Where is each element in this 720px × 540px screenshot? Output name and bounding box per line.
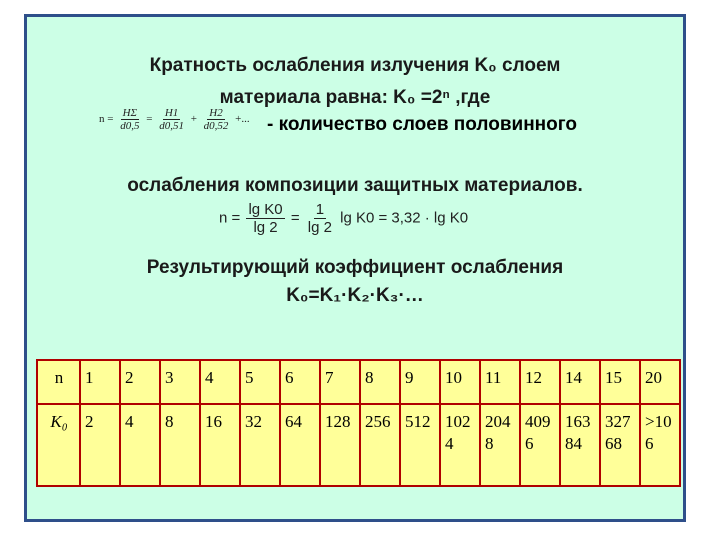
formula-lg-f1-den: lg 2 <box>253 219 278 236</box>
table-row-k0 <box>37 404 680 486</box>
table-cell-k0: 512 <box>400 404 440 486</box>
table-cell-n: 3 <box>160 360 200 404</box>
formula-lg-f1-num: lg K0 <box>248 201 283 218</box>
attenuation-table <box>36 359 681 487</box>
table-cell-n: 6 <box>280 360 320 404</box>
text-line-5: Результирующий коэффициент ослабления <box>146 257 564 278</box>
table-cell-n: 14 <box>560 360 600 404</box>
formula-n-t1-num: HΣ <box>122 107 138 119</box>
formula-lg-f2-num: 1 <box>315 201 325 218</box>
table-cell-n: 9 <box>400 360 440 404</box>
formula-lg-tail: lg K0 = 3,32 · lg K0 <box>340 209 469 227</box>
table-cell-n: 2 <box>120 360 160 404</box>
text-line-6: K₀=K₁·K₂·K₃·… <box>286 285 424 306</box>
formula-n-lhs: n = <box>99 113 114 126</box>
table-cell-k0: 8 <box>160 404 200 486</box>
formula-lg-f2-den: lg 2 <box>307 219 332 236</box>
formula-n-t1-den: d0,5 <box>120 120 140 132</box>
table-cell-k0: 64 <box>280 404 320 486</box>
table-cell-n: 8 <box>360 360 400 404</box>
table-cell-k0: 2048 <box>480 404 520 486</box>
formula-lg-eq: = <box>290 209 300 227</box>
title-line-1: Кратность ослабления излучения K₀ слоем <box>149 55 561 76</box>
table-row-label-n: n <box>37 360 80 404</box>
table-cell-k0: 2 <box>80 404 120 486</box>
formula-n-op1: = <box>146 113 153 126</box>
table-cell-n: 15 <box>600 360 640 404</box>
table-cell-n: 1 <box>80 360 120 404</box>
table-row-n <box>37 360 680 404</box>
table-cell-k0: 4096 <box>520 404 560 486</box>
table-cell-n: 11 <box>480 360 520 404</box>
table-cell-k0: 16384 <box>560 404 600 486</box>
table-cell-k0: 256 <box>360 404 400 486</box>
formula-n-t2-den: d0,51 <box>159 120 184 132</box>
slide <box>24 14 686 522</box>
table-cell-n: 5 <box>240 360 280 404</box>
table-cell-n: 20 <box>640 360 680 404</box>
text-line-4: ослабления композиции защитных материалов. <box>127 175 583 196</box>
table-cell-n: 7 <box>320 360 360 404</box>
table-cell-k0: 32768 <box>600 404 640 486</box>
table-cell-n: 10 <box>440 360 480 404</box>
table-cell-k0: 4 <box>120 404 160 486</box>
table-row-label-k0: K₀ <box>37 404 80 486</box>
table-cell-n: 12 <box>520 360 560 404</box>
formula-n-t2-num: H1 <box>164 107 179 119</box>
formula-n-op2: + <box>190 113 197 126</box>
formula-lg <box>219 201 468 236</box>
formula-n-t3-den: d0,52 <box>203 120 229 132</box>
table-cell-n: 4 <box>200 360 240 404</box>
table-cell-k0: >106 <box>640 404 680 486</box>
description-text: - количество слоев половинного <box>267 114 578 135</box>
table-cell-k0: 1024 <box>440 404 480 486</box>
table-cell-k0: 128 <box>320 404 360 486</box>
formula-n-tail: +... <box>235 113 250 126</box>
table-cell-k0: 16 <box>200 404 240 486</box>
formula-n-layers <box>99 107 250 132</box>
formula-lg-lhs: n = <box>219 209 241 227</box>
formula-n-t3-num: H2 <box>209 107 223 119</box>
title-line-2: материала равна: K₀ =2ⁿ ,где <box>219 87 491 108</box>
table-cell-k0: 32 <box>240 404 280 486</box>
